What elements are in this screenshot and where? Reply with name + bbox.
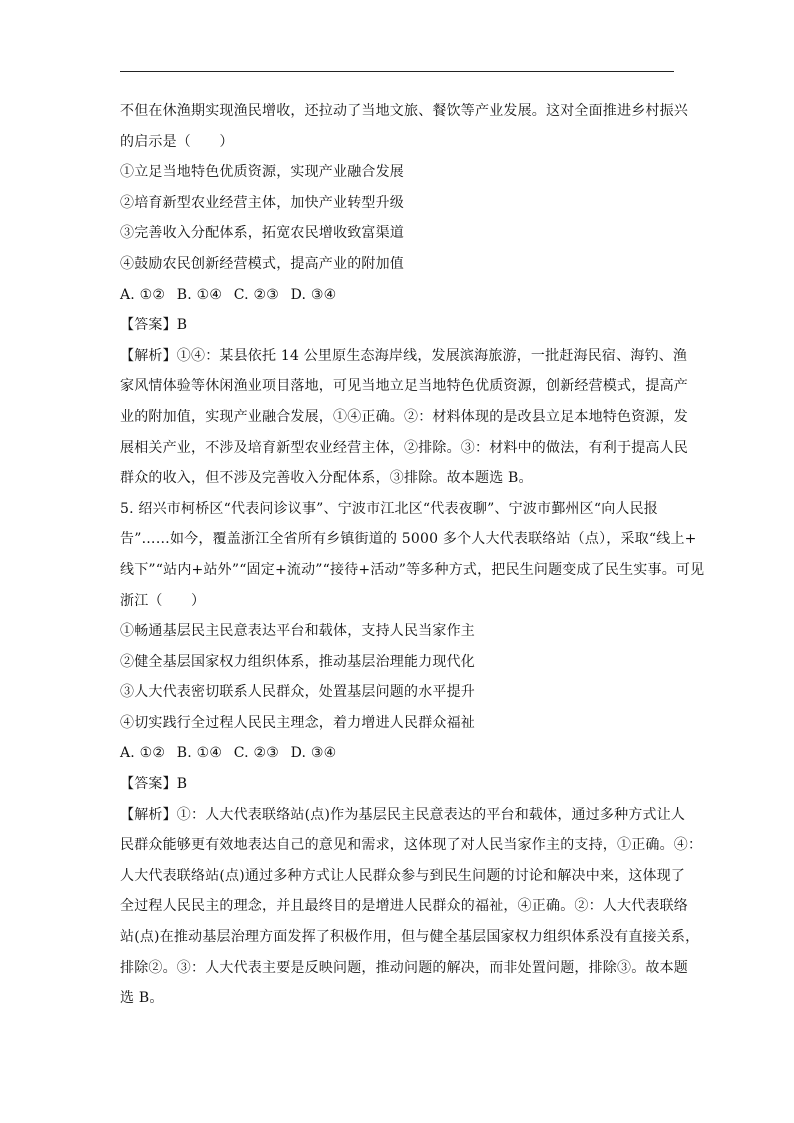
analysis-line: 【解析】①④：某县依托 14 公里原生态海岸线，发展滨海旅游，一批赶海民宿、海钓、渔 <box>120 347 688 364</box>
option-c: C. ②③ <box>233 286 279 303</box>
option-b: B. ①④ <box>176 286 223 303</box>
statement-3: ③完善收入分配体系，拓宽农民增收致富渠道 <box>120 225 404 242</box>
answer-options <box>120 738 676 769</box>
statement-3: ③人大代表密切联系人民群众，处置基层问题的水平提升 <box>120 684 475 701</box>
option-a: A. ①② <box>120 286 166 303</box>
question-stem-line: 5. 绍兴市柯桥区“代表问诊议事”、宁波市江北区“代表夜聊”、宁波市鄞州区“向人民报 <box>120 500 658 517</box>
analysis-line: 家风情体验等休闲渔业项目落地，可见当地立足当地特色优质资源，创新经营模式，提高产 <box>120 378 688 395</box>
statement-1: ①立足当地特色优质资源，实现产业融合发展 <box>120 164 404 181</box>
option-b: B. ①④ <box>176 745 223 762</box>
document-body <box>120 96 705 1014</box>
question-stem-line: 不但在休渔期实现渔民增收，还拉动了当地文旅、餐饮等产业发展。这对全面推进乡村振兴 <box>120 103 688 119</box>
analysis-line: 站(点)在推动基层治理方面发挥了积极作用，但与健全基层国家权力组织体系没有直接关系， <box>120 929 700 946</box>
answer-options <box>120 280 676 311</box>
analysis-line: 全过程人民民主的理念，并且最终目的是增进人民群众的福祉，④正确。②：人大代表联络 <box>120 898 688 915</box>
answer-key: 【答案】B <box>120 776 188 793</box>
analysis-line: 选 B。 <box>120 990 164 1007</box>
option-a: A. ①② <box>120 745 166 762</box>
option-d: D. ③④ <box>290 286 337 303</box>
statement-2: ②健全基层国家权力组织体系，推动基层治理能力现代化 <box>120 653 475 670</box>
question-4 <box>120 96 688 494</box>
question-stem-line: 告”……如今，覆盖浙江全省所有乡镇街道的 5000 多个人大代表联络站（点），采取“线上+ <box>120 531 697 548</box>
analysis-line: 【解析】①：人大代表联络站(点)作为基层民主民意表达的平台和载体，通过多种方式让人 <box>120 806 686 823</box>
question-stem-line: 线下”“站内+站外”“固定+流动”“接待+活动”等多种方式，把民生问题变成了民生实事。可见 <box>120 561 705 578</box>
analysis-line: 排除②。③：人大代表主要是反映问题，推动问题的解决，而非处置问题，排除③。故本题 <box>120 959 688 976</box>
question-5 <box>120 494 705 1014</box>
statement-2: ②培育新型农业经营主体，加快产业转型升级 <box>120 194 404 211</box>
analysis-line: 民群众能够更有效地表达自己的意见和需求，这体现了对人民当家作主的支持，①正确。④： <box>120 837 703 854</box>
analysis-line: 展相关产业，不涉及培育新型农业经营主体，②排除。③：材料中的做法，有利于提高人民 <box>120 439 688 456</box>
analysis-line: 业的附加值，实现产业融合发展，①④正确。②：材料体现的是改县立足本地特色资源，发 <box>120 408 688 425</box>
answer-key: 【答案】B <box>120 317 188 334</box>
analysis-line: 群众的收入，但不涉及完善收入分配体系，③排除。故本题选 B。 <box>120 470 533 487</box>
option-c: C. ②③ <box>233 745 279 762</box>
statement-4: ④切实践行全过程人民民主理念，着力增进人民群众福祉 <box>120 714 475 731</box>
question-stem-line: 的启示是（ ） <box>120 133 234 150</box>
question-stem-line: 浙江（ ） <box>120 592 206 609</box>
statement-4: ④鼓励农民创新经营模式，提高产业的附加值 <box>120 255 404 272</box>
statement-1: ①畅通基层民主民意表达平台和载体，支持人民当家作主 <box>120 623 475 640</box>
header-divider <box>120 71 674 72</box>
analysis-line: 人大代表联络站(点)通过多种方式让人民群众参与到民生问题的讨论和解决中来，这体现了 <box>120 867 686 884</box>
option-d: D. ③④ <box>290 745 337 762</box>
